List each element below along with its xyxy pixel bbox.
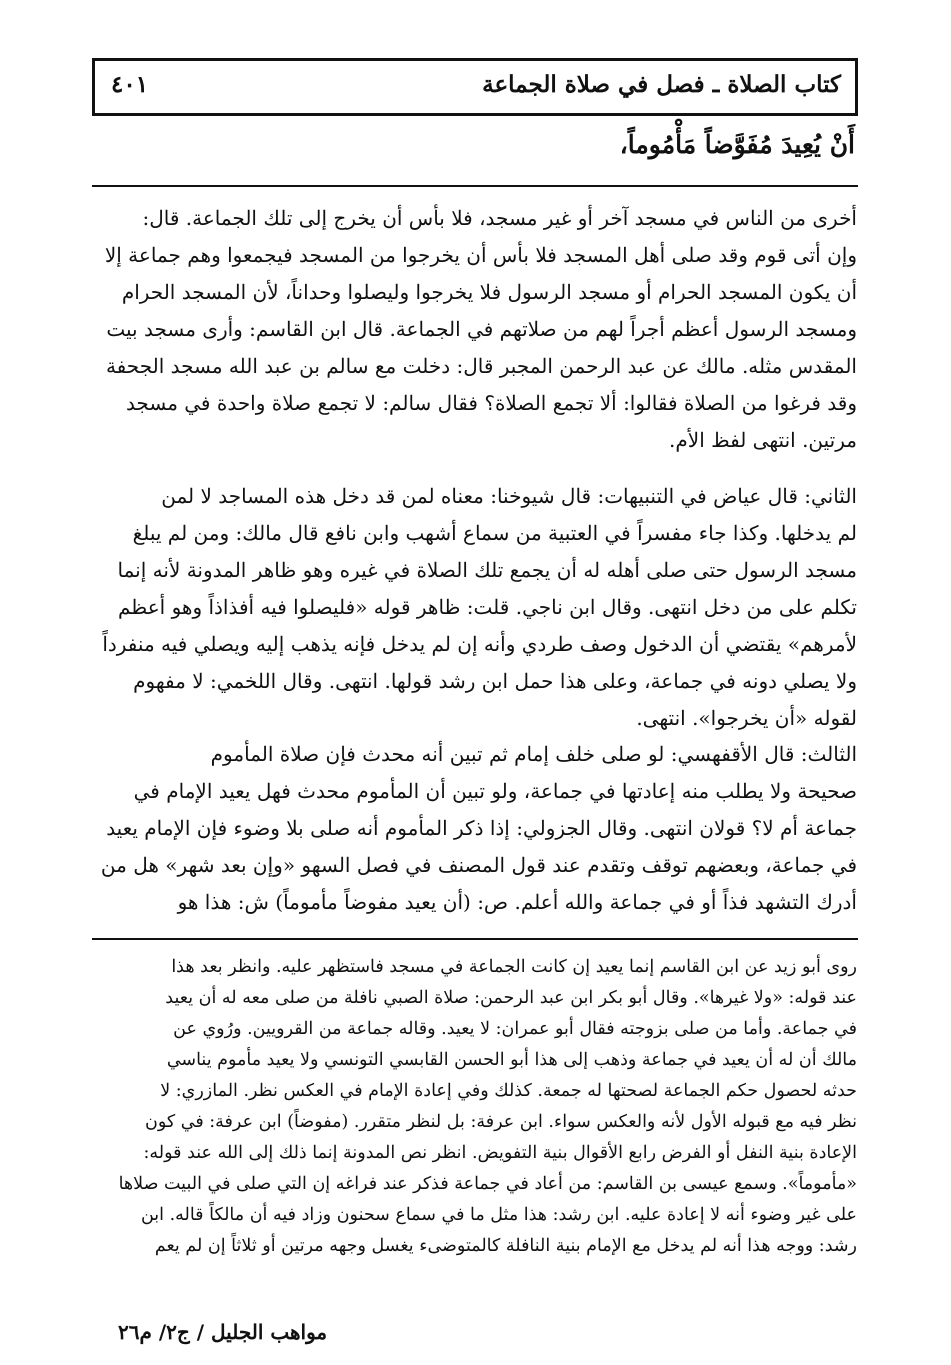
commentary-paragraph-2 [97,478,857,737]
footnote-line: مالك أن له أن يعيد في جماعة وذهب إلى هذا أبو الحسن القابسي التونسي ولا يعيد مأموم يناسي [166,1050,857,1070]
commentary-paragraph-3 [97,736,857,921]
text-line: ومسجد الرسول أعظم أجراً لهم من صلاتهم في الجماعة. قال ابن القاسم: وأرى مسجد بيت [106,317,857,341]
footnote-line: حدثه لحصول حكم الجماعة لصحتها له جمعة. كذلك وفي إعادة الإمام في العكس نظر. المازري: لا [160,1081,857,1101]
footnote-line: روى أبو زيد عن ابن القاسم إنما يعيد إن كانت الجماعة في مسجد فاستظهر عليه. وانظر بعد هذا [171,957,857,977]
footnote-line: الإعادة بنية النفل أو الفرض رابع الأقوال بنية التفويض. انظر نص المدونة إنما ذلك إلى الله عند قوله: [143,1143,857,1163]
footnote-line: في جماعة. وأما من صلى بزوجته فقال أبو عمران: لا يعيد. وقاله جماعة من القرويين. ورُوي عن [173,1019,857,1039]
page-number: ٤٠١ [111,71,149,98]
text-line: المقدس مثله. مالك عن عبد الرحمن المجبر قال: دخلت مع سالم بن عبد الله مسجد الجحفة [105,354,857,378]
text-line: لأمرهم» يقتضي أن الدخول وصف طردي وأنه إن لم يدخل فإنه يذهب إليه ويصلي فيه منفرداً [102,632,857,656]
footnote-line: عند قوله: «ولا غيرها». وقال أبو بكر ابن عبد الرحمن: صلاة الصبي نافلة من صلى معه له أن يعيد [165,988,857,1008]
text-line: جماعة أم لا؟ قولان انتهى. وقال الجزولي: إذا ذكر المأموم أنه صلى بلا وضوء فإن الإمام يعيد [106,816,857,840]
matn-text: أَنْ يُعِيدَ مُفَوَّضاً مَأْمُوماً، [619,130,855,159]
footnote-line: نظر فيه مع قبوله الأول لأنه والعكس سواء. ابن عرفة: بل لنظر متقرر. (مفوضاً) ابن عرفة: في كون [144,1112,857,1132]
text-line: أخرى من الناس في مسجد آخر أو غير مسجد، فلا بأس أن يخرج إلى تلك الجماعة. قال: [142,206,857,230]
footnote-divider [92,938,858,940]
text-line: مرتين. انتهى لفظ الأم. [669,428,857,452]
running-header [92,58,858,116]
text-line: ولا يصلي دونه في جماعة، وعلى هذا حمل ابن رشد قولها. انتهى. وقال اللخمي: لا مفهوم [133,669,857,693]
text-line: الثالث: قال الأقفهسي: لو صلى خلف إمام ثم تبين أنه محدث فإن صلاة المأموم [210,742,857,766]
text-line: الثاني: قال عياض في التنبيهات: قال شيوخنا: معناه لمن قد دخل هذه المساجد لا لمن [161,484,857,508]
footnote-line: «مأموماً». وسمع عيسى بن القاسم: من أعاد في جماعة فذكر عند فراغه إن التي صلى في البيت صلاها [118,1174,857,1194]
matn-divider [92,185,858,187]
text-line: تكلم على من دخل انتهى. وقال ابن ناجي. قلت: ظاهر قوله «فليصلوا فيه أفذاذاً وهو أعظم [118,595,857,619]
commentary-paragraph-1 [97,200,857,459]
chapter-title: كتاب الصلاة ـ فصل في صلاة الجماعة [482,71,841,98]
text-line: أدرك التشهد فذاً أو في جماعة والله أعلم. ص: (أن يعيد مفوضاً مأموماً) ش: هذا هو [177,890,857,914]
text-line: لم يدخلها. وكذا جاء مفسراً في العتبية من سماع أشهب وابن نافع قال مالك: ومن لم يبلغ [132,521,857,545]
text-line: وقد فرغوا من الصلاة فقالوا: ألا تجمع الصلاة؟ فقال سالم: لا تجمع صلاة واحدة في مسجد [125,391,857,415]
footnote-block [97,952,857,1262]
text-line: صحيحة ولا يطلب منه إعادتها في جماعة، ولو تبين أن المأموم محدث فهل يعيد الإمام في [133,779,857,803]
text-line: أن يكون المسجد الحرام أو مسجد الرسول فلا يخرجوا وليصلوا وحداناً، لأن المسجد الحرام [121,280,857,304]
text-line: مسجد الرسول حتى صلى أهله له أن يجمع تلك الصلاة في غيره وهو ظاهر المدونة لأنه إنما [117,558,857,582]
footnote-line: رشد: ووجه هذا أنه لم يدخل مع الإمام بنية النافلة كالمتوضىء يغسل وجهه مرتين أو ثلاثاً إن لم يعم [154,1236,857,1256]
book-signature: مواهب الجليل / ج٢/ م٢٦ [118,1320,328,1344]
text-line: في جماعة، وبعضهم توقف وتقدم عند قول المصنف في فصل السهو «وإن بعد شهر» هل من [100,853,857,877]
text-line: وإن أتى قوم وقد صلى أهل المسجد فلا بأس أن يخرجوا من المسجد فيجمعوا وهم جماعة إلا [104,243,857,267]
text-line: لقوله «أن يخرجوا». انتهى. [636,706,857,730]
footnote-line: على غير وضوء أنه لا إعادة عليه. ابن رشد: هذا مثل ما في سماع سحنون وزاد فيه أن مالكاً قاله. ابن [140,1205,857,1225]
